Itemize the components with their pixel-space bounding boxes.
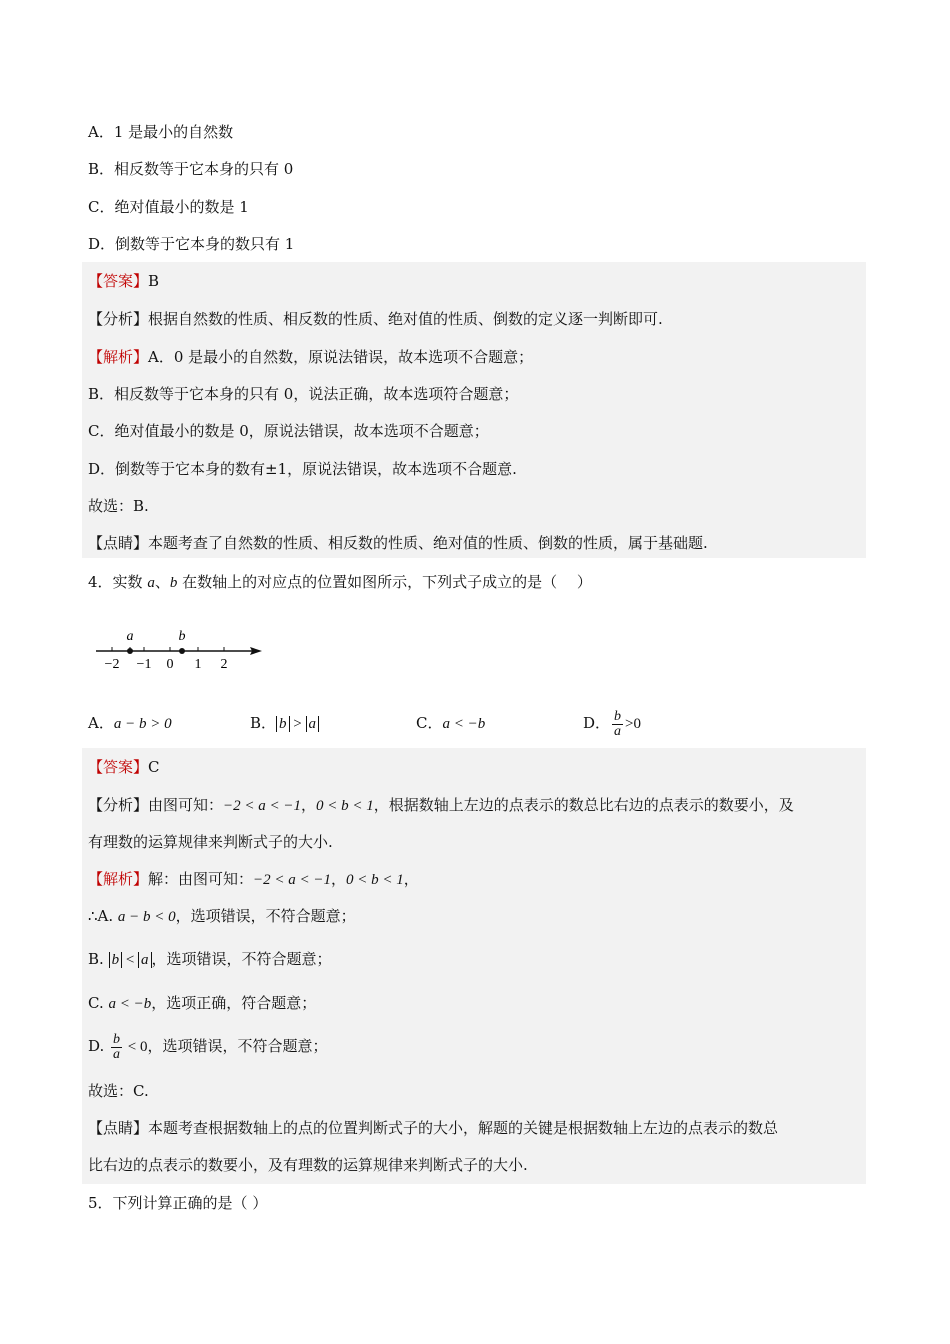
q3-solution-4: D．倒数等于它本身的数有±1，原说法错误，故本选项不合题意. [88, 460, 517, 478]
abs-b: b [109, 952, 123, 968]
q3-comment [88, 533, 708, 553]
point-b [179, 648, 185, 654]
q4-solution-c [88, 993, 316, 1014]
q4-option-d [583, 705, 641, 742]
q3-option-d: D．倒数等于它本身的数只有 1 [88, 235, 295, 253]
solution-expr: a − b < 0 [117, 909, 176, 925]
inequality-b: 0 < b < 1 [316, 798, 374, 814]
q4-answer [88, 757, 160, 777]
fraction-denominator: a [113, 1046, 121, 1062]
q4-option-c [416, 713, 485, 734]
fraction-numerator: b [614, 708, 622, 724]
answer-value: C [148, 758, 160, 776]
option-label: B． [250, 714, 277, 732]
q3-solution-2: B．相反数等于它本身的只有 0，说法正确，故本选项符合题意； [88, 385, 519, 403]
tick-label: −1 [136, 657, 152, 672]
solution-suffix: ，选项错误，不符合题意； [147, 1037, 328, 1055]
q3-option-a: A．1 是最小的自然数 [88, 123, 234, 141]
fraction [612, 710, 623, 739]
q4-comment-line-2: 比右边的点表示的数要小，及有理数的运算规律来判断式子的大小. [88, 1156, 528, 1174]
comma: ， [301, 796, 317, 814]
q4-sep: 、 [154, 573, 170, 591]
answer-tag: 【答案】 [88, 272, 149, 290]
q3-solution-1 [88, 347, 533, 367]
q4-option-a [88, 713, 172, 734]
q3-answer-block [82, 262, 866, 558]
solution-prefix: D. [88, 1037, 110, 1055]
q3-choose: 故选：B. [88, 497, 149, 515]
q3-answer [88, 271, 159, 291]
q4-var-b: b [169, 575, 178, 591]
option-expr: a < −b [442, 716, 486, 732]
option-label: C． [416, 714, 443, 732]
solution-prefix: C. [88, 994, 109, 1012]
point-a [127, 648, 133, 654]
solution-suffix: ，选项错误，不符合题意； [175, 907, 356, 925]
q4-comment-line-1 [88, 1118, 778, 1138]
fraction-denominator: a [614, 723, 622, 739]
analysis-text: 由图可知： [148, 796, 224, 814]
q4-solution-b [88, 949, 332, 970]
answer-value: B [148, 272, 160, 290]
q3-analysis [88, 309, 663, 329]
q4-solution-d [88, 1028, 328, 1065]
option-rest: >0 [625, 716, 641, 732]
solution-expr: < 0 [124, 1039, 148, 1055]
tick-label: 1 [194, 657, 202, 672]
fraction-numerator: b [113, 1031, 121, 1047]
abs-b: b [276, 716, 290, 732]
analysis-tag: 【分析】 [88, 796, 149, 814]
option-expr: a − b > 0 [113, 716, 172, 732]
abs-a: a [138, 952, 152, 968]
solution-op: < [122, 952, 139, 968]
q4-stem-suffix: 在数轴上的对应点的位置如图所示，下列式子成立的是（ ） [177, 573, 592, 591]
solution-prefix: B. [88, 950, 109, 968]
q3-option-c: C．绝对值最小的数是 1 [88, 198, 249, 216]
q4-analysis-line-1 [88, 795, 794, 816]
solution-tag: 【解析】 [88, 870, 149, 888]
point-b-label: b [178, 629, 186, 644]
analysis-text: ，根据数轴上左边的点表示的数总比右边的点表示的数要小，及 [373, 796, 794, 814]
q4-stem-prefix: 4．实数 [88, 573, 148, 591]
fraction [111, 1033, 122, 1062]
solution-suffix: ，选项错误，不符合题意； [151, 950, 332, 968]
inequality-a: −2 < a < −1 [253, 872, 332, 888]
q4-var-a: a [147, 575, 155, 591]
q5-stem: 5．下列计算正确的是（ ） [88, 1194, 268, 1212]
inequality-a: −2 < a < −1 [223, 798, 302, 814]
q3-solution-3: C．绝对值最小的数是 0，原说法错误，故本选项不合题意； [88, 422, 489, 440]
q4-option-b [250, 713, 319, 734]
q4-solution-a [88, 906, 356, 927]
q4-choose: 故选：C. [88, 1082, 149, 1100]
solution-tag: 【解析】 [88, 348, 149, 366]
analysis-tag: 【分析】 [88, 310, 149, 328]
tick-label: 2 [220, 657, 228, 672]
comment-tag: 【点睛】 [88, 1119, 149, 1137]
q4-stem [88, 572, 592, 593]
option-op: > [289, 716, 306, 732]
q4-analysis-line-2: 有理数的运算规律来判断式子的大小. [88, 833, 333, 851]
answer-tag: 【答案】 [88, 758, 149, 776]
solution-expr: a < −b [108, 996, 152, 1012]
number-line-figure [92, 622, 272, 674]
comma: ， [331, 870, 347, 888]
option-label: D． [583, 714, 611, 732]
solution-text: A．0 是最小的自然数，原说法错误，故本选项不合题意； [148, 348, 534, 366]
abs-a: a [306, 716, 320, 732]
q3-option-b: B．相反数等于它本身的只有 0 [88, 160, 294, 178]
comment-tag: 【点睛】 [88, 534, 149, 552]
solution-text: 解：由图可知： [148, 870, 254, 888]
comment-text: 本题考查根据数轴上的点的位置判断式子的大小，解题的关键是根据数轴上左边的点表示的数总 [148, 1119, 779, 1137]
tick-label: 0 [166, 657, 174, 672]
point-a-label: a [126, 629, 134, 644]
option-label: A． [88, 714, 114, 732]
solution-suffix: ，选项正确，符合题意； [151, 994, 317, 1012]
comment-text: 本题考查了自然数的性质、相反数的性质、绝对值的性质、倒数的性质，属于基础题. [148, 534, 708, 552]
analysis-text: 根据自然数的性质、相反数的性质、绝对值的性质、倒数的定义逐一判断即可. [148, 310, 663, 328]
comma: ， [403, 870, 419, 888]
inequality-b: 0 < b < 1 [346, 872, 404, 888]
solution-prefix: ∴A. [88, 907, 118, 925]
tick-label: −2 [104, 657, 120, 672]
q4-solution-line-1 [88, 869, 419, 890]
